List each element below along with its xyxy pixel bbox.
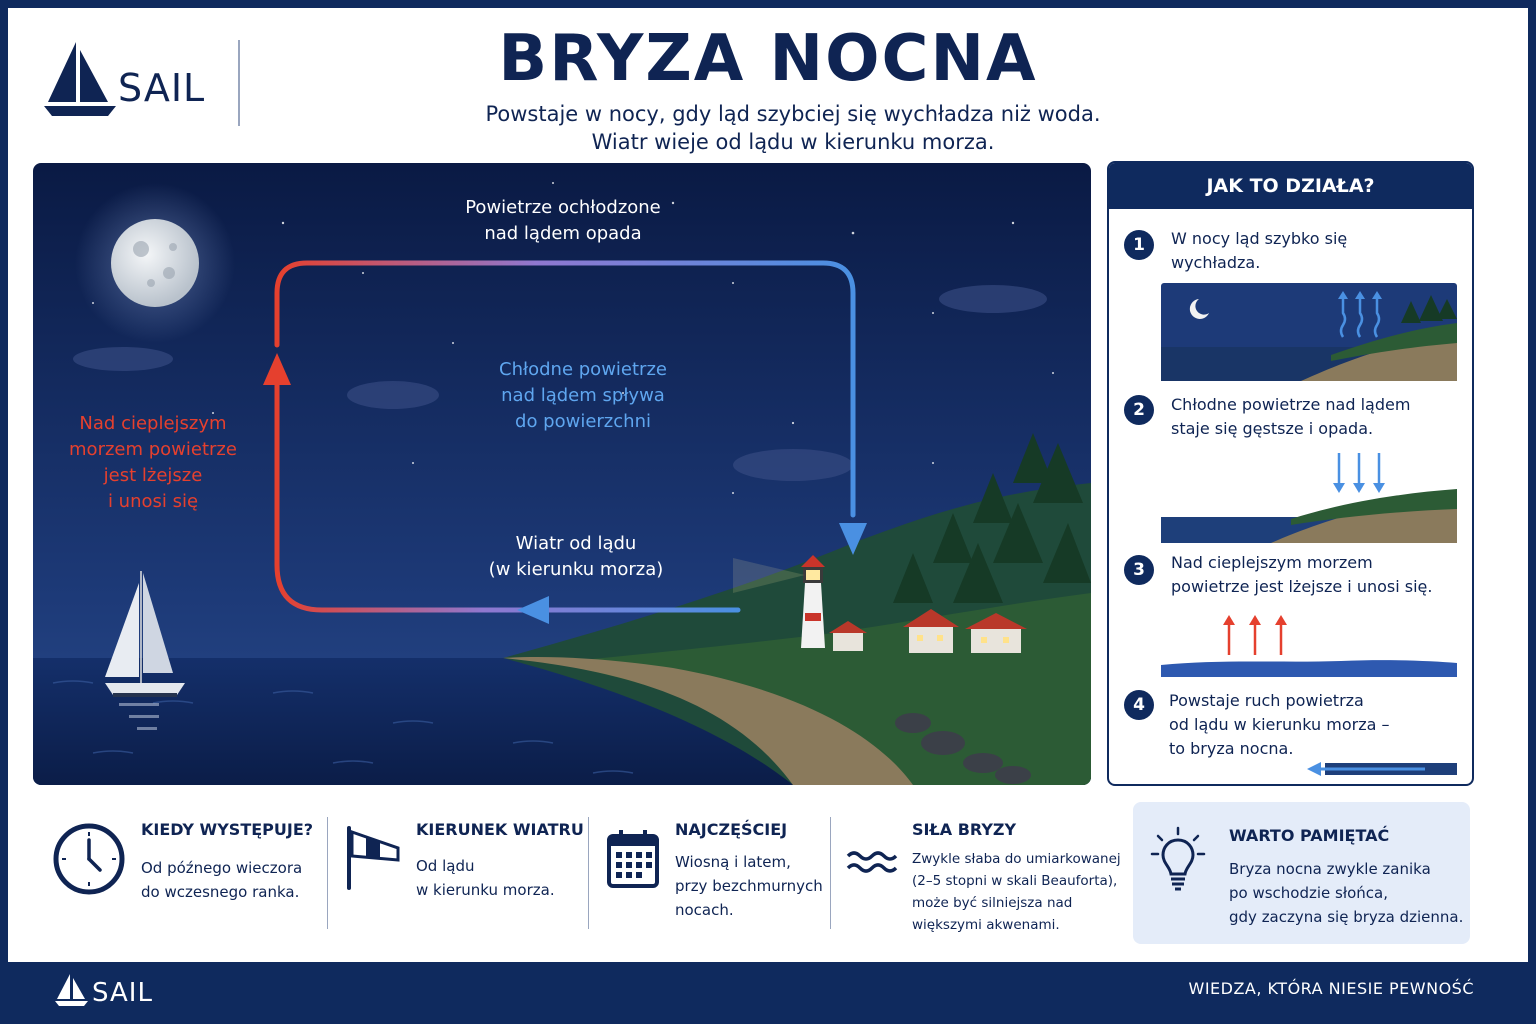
label-line: (w kierunku morza) [488,559,664,580]
info-divider [830,817,831,929]
memo-line: gdy zaczyna się bryza dzienna. [1229,908,1464,926]
info-line: nocach. [675,901,734,919]
step-line: od lądu w kierunku morza – [1169,715,1390,734]
page-subtitle [300,100,1286,156]
step-line: Powstaje ruch powietrza [1169,691,1364,710]
footer-brand: SAIL [92,978,153,1008]
step-line: W nocy ląd szybko się [1171,229,1348,248]
label-line: nad lądem opada [484,223,642,244]
step-text [1169,689,1390,761]
step-line: Chłodne powietrze nad lądem [1171,395,1411,414]
info-line: większymi akwenami. [912,917,1060,933]
label-line: do powierzchni [515,411,651,432]
step-line: Nad cieplejszym morzem [1171,553,1373,572]
memo-line: po wschodzie słońca, [1229,884,1389,902]
label-land-wind [426,531,726,583]
step1-night-cooling-icon [1161,283,1457,381]
memo-title: WARTO PAMIĘTAĆ [1229,826,1390,845]
night-breeze-illustration [33,163,1091,785]
label-line: Nad cieplejszym [79,413,227,434]
info-text-when [141,856,302,904]
step-number: 2 [1124,395,1154,425]
step3-air-rising-icon [1161,609,1457,677]
step2-air-sinking-icon [1161,449,1457,543]
info-title-strength: SIŁA BRYZY [912,820,1017,839]
brand-name: SAIL [118,66,206,110]
label-warm-sea [53,411,253,515]
label-line: nad lądem spływa [501,385,665,406]
waves-icon [846,848,898,874]
info-title-direction: KIERUNEK WIATRU [416,820,584,839]
info-text-direction [416,854,555,902]
sailboat-logo-icon [54,972,90,1008]
header-divider [238,40,240,126]
step-line: wychładza. [1171,253,1261,272]
label-line: jest lżejsze [103,465,203,486]
info-title-often: NAJCZĘŚCIEJ [675,820,788,839]
info-line: w kierunku morza. [416,881,555,899]
label-air-sinks [413,195,713,247]
info-line: Wiosną i latem, [675,853,791,871]
subtitle-line: Wiatr wieje od lądu w kierunku morza. [591,130,995,154]
info-divider [588,817,589,929]
step-line: powietrze jest lżejsze i unosi się. [1171,577,1433,596]
label-cool-air [433,357,733,435]
footer-tagline: WIEDZA, KTÓRA NIESIE PEWNOŚĆ [1188,979,1474,998]
step-number: 3 [1124,555,1154,585]
info-text-often [675,850,823,922]
info-title-when: KIEDY WYSTĘPUJE? [141,820,314,839]
label-line: Chłodne powietrze [499,359,667,380]
label-line: i unosi się [107,491,199,512]
info-line: (2–5 stopni w skali Beauforta), [912,873,1118,889]
memo-text [1229,857,1463,929]
step-number: 1 [1124,230,1154,260]
step-text [1171,551,1432,599]
panel-title: JAK TO DZIAŁA? [1109,163,1472,209]
label-line: Powietrze ochłodzone [465,197,661,218]
calendar-icon [606,828,660,890]
memo-line: Bryza nocna zwykle zanika [1229,860,1431,878]
info-divider [327,817,328,929]
label-line: morzem powietrze [69,439,237,460]
step-number: 4 [1124,690,1154,720]
info-line: Zwykle słaba do umiarkowanej [912,851,1121,867]
label-line: Wiatr od lądu [515,533,637,554]
info-line: przy bezchmurnych [675,877,823,895]
step-text [1171,227,1347,275]
page-title: BRYZA NOCNA [498,22,1038,96]
lightbulb-icon [1150,826,1206,894]
windsock-icon [344,826,404,890]
step-line: staje się gęstsze i opada. [1171,419,1374,438]
info-line: może być silniejsza nad [912,895,1073,911]
step4-wind-arrow-icon [1305,759,1457,779]
step-line: to bryza nocna. [1169,739,1294,758]
how-it-works-panel [1107,161,1474,786]
info-text-strength [912,848,1121,936]
info-line: Od późnego wieczora [141,859,303,877]
step-text [1171,393,1410,441]
info-line: Od lądu [416,857,475,875]
clock-icon [52,822,126,896]
info-line: do wczesnego ranka. [141,883,300,901]
subtitle-line: Powstaje w nocy, gdy ląd szybciej się wychładza niż woda. [485,102,1101,126]
